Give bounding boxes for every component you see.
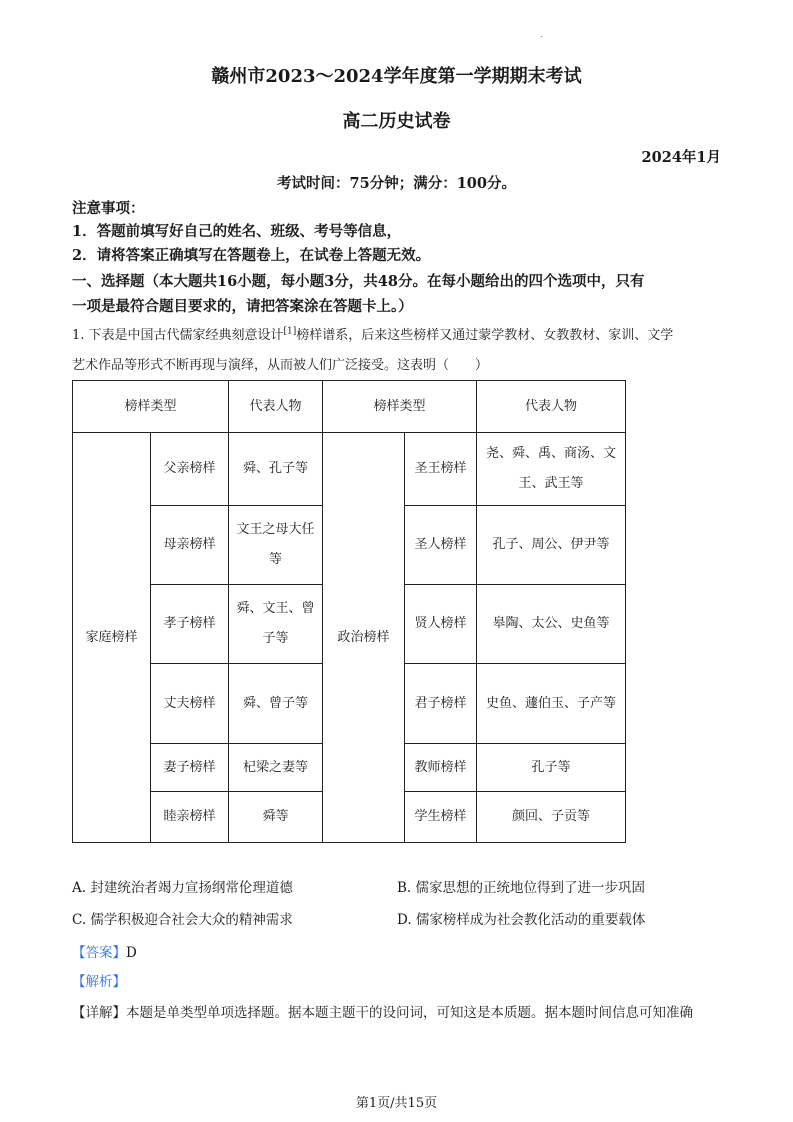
exam-title: 赣州市2023～2024学年度第一学期期末考试 [211,66,582,87]
answer-line [72,941,137,961]
family-person-cell: 舜、文王、曾子等 [229,585,323,664]
table-header-row [73,381,626,433]
family-type-cell: 妻子榜样 [151,744,229,792]
politics-person-cell: 皋陶、太公、史鱼等 [477,585,626,664]
notice-heading: 注意事项： [72,200,145,217]
politics-person-cell: 孔子等 [477,744,626,792]
politics-person-cell: 尧、舜、禹、商汤、文王、武王等 [477,433,626,506]
section-heading-line1: 一、选择题（本大题共16小题，每小题3分，共48分。在每小题给出的四个选项中，只有 [72,273,645,290]
question-1-text-b: 榜样谱系，后来这些榜样又通过蒙学教材、女教教材、家训、文学 [296,328,674,343]
detail-line [72,1001,693,1021]
option-d: D. 儒家榜样成为社会教化活动的重要载体 [397,912,646,928]
family-type-cell: 孝子榜样 [151,585,229,664]
notice-item-2: 2．请将答案正确填写在答题卷上，在试卷上答题无效。 [72,247,431,264]
politics-person-cell: 史鱼、蘧伯玉、子产等 [477,664,626,744]
politics-type-cell: 君子榜样 [405,664,477,744]
option-c: C. 儒学积极迎合社会大众的精神需求 [72,912,293,928]
family-person-cell: 文王之母大任等 [229,506,323,585]
family-person-cell: 杞梁之妻等 [229,744,323,792]
footnote-mark: [1] [283,326,297,337]
politics-group-cell: 政治榜样 [323,433,405,843]
family-person-cell: 舜、曾子等 [229,664,323,744]
role-model-table [72,380,626,843]
option-b: B. 儒家思想的正统地位得到了进一步巩固 [397,880,646,896]
section-heading-line2: 一项是最符合题目要求的，请把答案涂在答题卡上。） [72,298,413,315]
politics-type-cell: 圣人榜样 [405,506,477,585]
family-group-cell: 家庭榜样 [73,433,151,843]
page-number: 第1页/共15页 [355,1096,438,1111]
detail-tag: 【详解】 [72,1005,126,1021]
exam-info: 考试时间：75分钟；满分：100分。 [277,175,516,192]
politics-person-cell: 颜回、子贡等 [477,792,626,843]
table-row [73,433,626,506]
stray-dot: . [540,30,543,39]
notice-item-1: 1．答题前填写好自己的姓名、班级、考号等信息， [72,223,402,240]
header-politics-type: 榜样类型 [323,381,477,433]
politics-type-cell: 圣王榜样 [405,433,477,506]
analysis-tag: 【解析】 [72,974,126,990]
header-family-person: 代表人物 [229,381,323,433]
header-politics-person: 代表人物 [477,381,626,433]
politics-person-cell: 孔子、周公、伊尹等 [477,506,626,585]
politics-type-cell: 学生榜样 [405,792,477,843]
analysis-line [72,970,126,990]
family-person-cell: 舜等 [229,792,323,843]
family-type-cell: 睦亲榜样 [151,792,229,843]
header-family-type: 榜样类型 [73,381,229,433]
question-1-text-a: 1. 下表是中国古代儒家经典刻意设计 [72,328,284,343]
family-type-cell: 丈夫榜样 [151,664,229,744]
detail-text: 本题是单类型单项选择题。据本题主题干的设问词，可知这是本质题。据本题时间信息可知准确 [126,1005,693,1021]
option-a: A. 封建统治者竭力宣扬纲常伦理道德 [72,880,293,896]
family-type-cell: 母亲榜样 [151,506,229,585]
politics-type-cell: 教师榜样 [405,744,477,792]
politics-type-cell: 贤人榜样 [405,585,477,664]
question-1-stem-line2: 艺术作品等形式不断再现与演绎，从而被人们广泛接受。这表明（ ） [72,358,489,373]
answer-value: D [126,945,137,961]
paper-subtitle: 高二历史试卷 [342,111,451,132]
family-type-cell: 父亲榜样 [151,433,229,506]
question-1-stem-line1 [72,324,673,343]
exam-date: 2024年1月 [641,149,721,166]
answer-tag: 【答案】 [72,945,126,961]
family-person-cell: 舜、孔子等 [229,433,323,506]
